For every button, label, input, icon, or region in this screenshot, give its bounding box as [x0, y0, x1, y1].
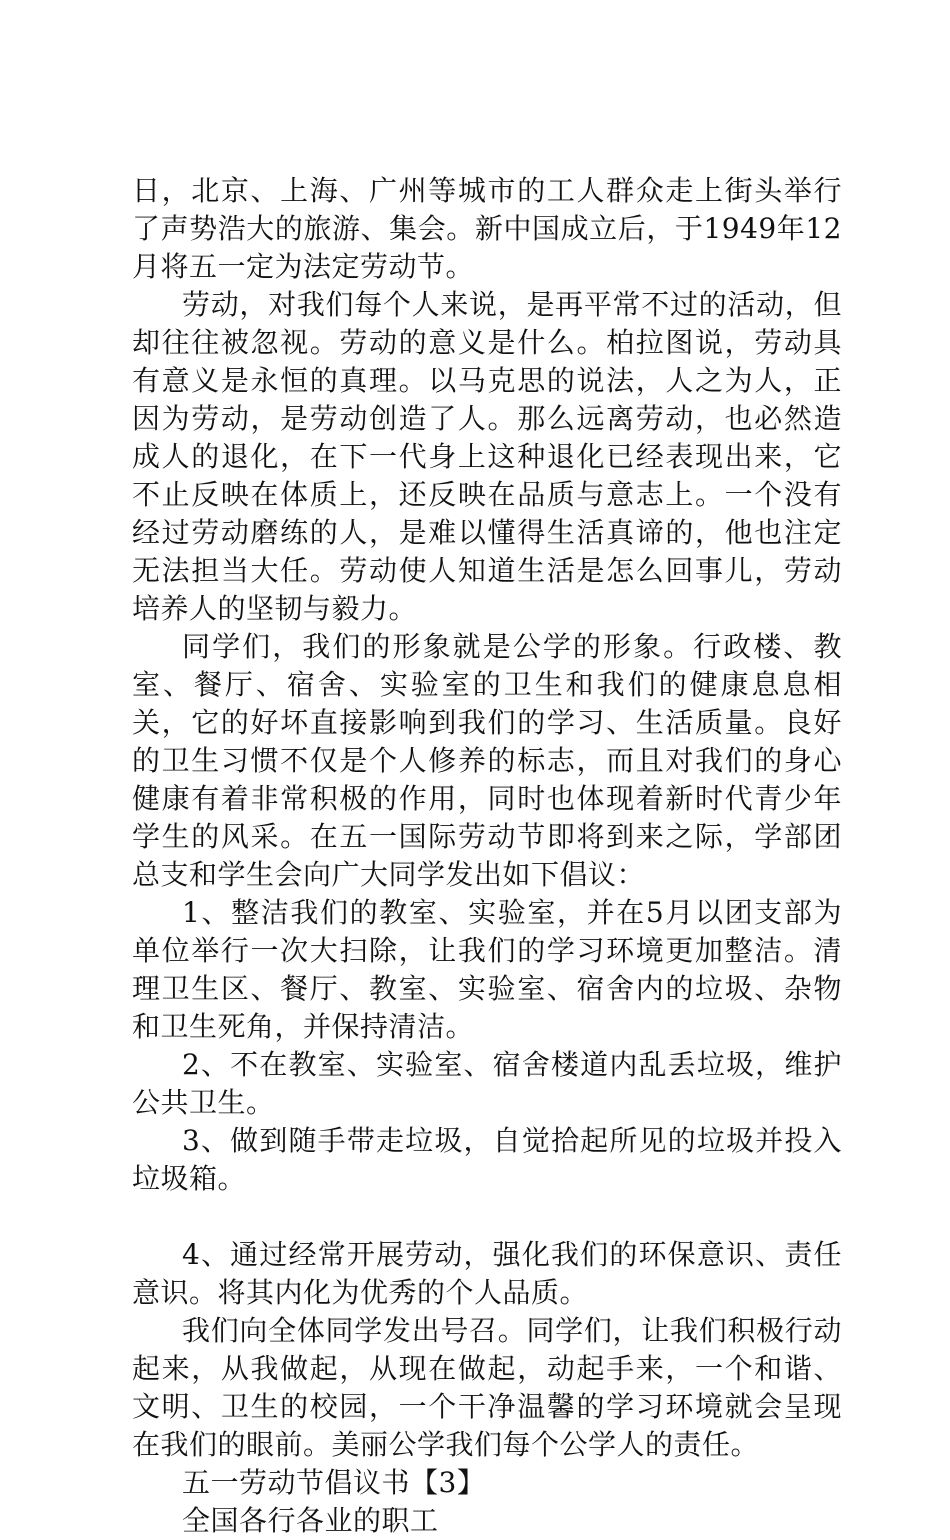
salutation-line: 全国各行各业的职工: [182, 1504, 439, 1537]
paragraph-school-image: 同学们，我们的形象就是公学的形象。行政楼、教室、餐厅、宿舍、实验室的卫生和我们的健康息息相关，它的好坏直接影响到我们的学习、生活质量。良好的卫生习惯不仅是个人修养的标志，而且对我们的身心健康有着非常积极的作用，同时也体现着新时代青少年学生的风采。在五一国际劳动节即将到来之际，学部团总支和学生会向广大同学发出如下倡议：: [132, 630, 842, 891]
paragraph-history: 日，北京、上海、广州等城市的工人群众走上街头举行了声势浩大的旅游、集会。新中国成立后，于1949年12月将五一定为法定劳动节。: [132, 174, 842, 283]
blank-line: [132, 1198, 842, 1236]
proposal-item-4: 4、通过经常开展劳动，强化我们的环保意识、责任意识。将其内化为优秀的个人品质。: [132, 1238, 842, 1309]
paragraph-labor-meaning: 劳动，对我们每个人来说，是再平常不过的活动，但却往往被忽视。劳动的意义是什么。柏拉图说，劳动具有意义是永恒的真理。以马克思的说法，人之为人，正因为劳动，是劳动创造了人。那么远离劳动，也必然造成人的退化，在下一代身上这种退化已经表现出来，它不止反映在体质上，还反映在品质与意志上。一个没有经过劳动磨练的人，是难以懂得生活真谛的，他也注定无法担当大任。劳动使人知道生活是怎么回事儿，劳动培养人的坚韧与毅力。: [132, 288, 842, 625]
document-body: [132, 172, 842, 1540]
proposal-item-1: 1、整洁我们的教室、实验室，并在5月以团支部为单位举行一次大扫除，让我们的学习环境更加整洁。清理卫生区、餐厅、教室、实验室、宿舍内的垃圾、杂物和卫生死角，并保持清洁。: [132, 896, 842, 1043]
paragraph-call-to-action: 我们向全体同学发出号召。同学们，让我们积极行动起来，从我做起，从现在做起，动起手来，一个和谐、文明、卫生的校园，一个干净温馨的学习环境就会呈现在我们的眼前。美丽公学我们每个公学人的责任。: [132, 1314, 842, 1461]
section-heading: 五一劳动节倡议书【3】: [182, 1466, 486, 1499]
proposal-item-2: 2、不在教室、实验室、宿舍楼道内乱丢垃圾，维护公共卫生。: [132, 1048, 842, 1119]
proposal-item-3: 3、做到随手带走垃圾，自觉拾起所见的垃圾并投入垃圾箱。: [132, 1124, 842, 1195]
